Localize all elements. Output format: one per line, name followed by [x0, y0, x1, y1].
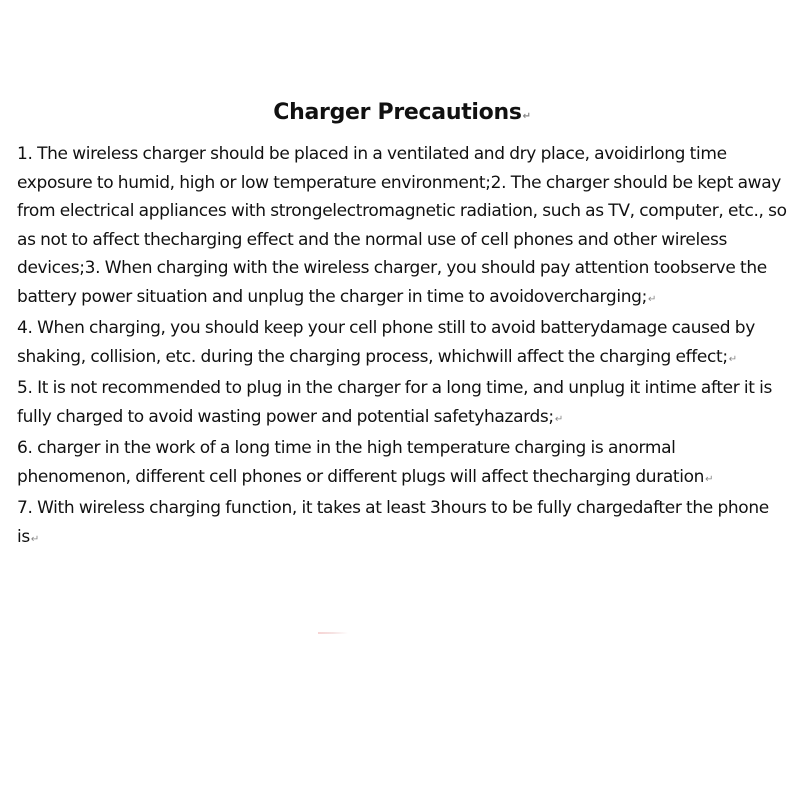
return-mark-icon: ↵ [30, 533, 39, 545]
precaution-paragraph-6 [17, 434, 787, 494]
document-title [17, 100, 787, 125]
stray-mark [318, 632, 348, 634]
precaution-paragraph-5 [17, 374, 787, 434]
precaution-paragraph-7 [17, 494, 787, 554]
document [17, 100, 787, 554]
return-mark-icon: ↵ [522, 111, 531, 122]
return-mark-icon: ↵ [728, 353, 737, 365]
paragraph-text: 1. The wireless charger should be placed in a ventilated and dry place, avoidirlong time exposure to humid, high or low temperature environment;2. The charger should be kept away from electrical appliances with strongelectromagnetic radiation, such as TV, computer, etc., so as not to affect thecharging effect and the normal use of cell phones and other wireless devices;3. When charging with the wireless charger, you should pay attention toobserve the battery power situation and unplug the charger in time to avoidovercharging; [17, 144, 787, 307]
paragraph-text: 5. It is not recommended to plug in the charger for a long time, and unplug it intime after it is fully charged to avoid wasting power and potential safetyhazards; [17, 378, 773, 427]
return-mark-icon: ↵ [554, 413, 563, 425]
title-text: Charger Precautions [273, 100, 522, 125]
paragraph-text: 4. When charging, you should keep your cell phone still to avoid batterydamage caused by shaking, collision, etc. during the charging process, whichwill affect the charging effect; [17, 318, 755, 367]
return-mark-icon: ↵ [705, 473, 714, 485]
paragraph-text: 7. With wireless charging function, it takes at least 3hours to be fully chargedafter the phone is [17, 498, 769, 547]
return-mark-icon: ↵ [647, 293, 656, 305]
precaution-paragraph-1 [17, 140, 787, 314]
precaution-paragraph-4 [17, 314, 787, 374]
paragraph-text: 6. charger in the work of a long time in the high temperature charging is anormal phenomenon, different cell phones or different plugs will affect thecharging duration [17, 438, 705, 487]
